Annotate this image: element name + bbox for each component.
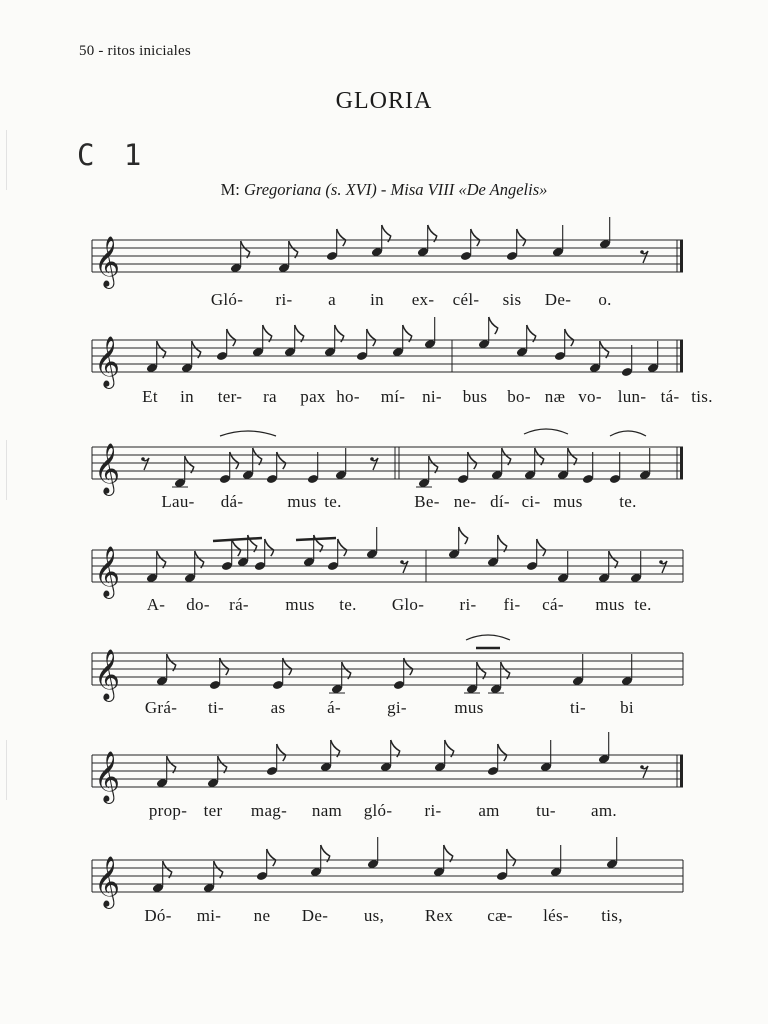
lyric-syllable: ri-: [275, 290, 293, 309]
lyric-syllable: am.: [591, 801, 617, 820]
lyric-syllable: Gló-: [210, 290, 244, 309]
lyric-syllable: tis,: [601, 906, 623, 925]
lyric-syllable: ter-: [217, 387, 243, 406]
note-flag: [444, 845, 453, 862]
eighth-rest-dot: [640, 765, 644, 769]
lyric-syllable: mi-: [196, 906, 222, 925]
lyric-syllable: bus: [462, 387, 488, 406]
lyric-syllable: mus: [287, 492, 317, 511]
note-flag: [517, 229, 526, 246]
lyric-syllable: ri-: [424, 801, 442, 820]
lyric-syllable: bo-: [507, 387, 531, 406]
note-flag: [214, 861, 223, 878]
treble-clef-icon: 𝄞: [94, 546, 121, 597]
lyric-syllable: Grá-: [144, 698, 178, 717]
note-flag: [321, 845, 330, 862]
note-flag: [277, 744, 286, 761]
note-flag: [498, 535, 507, 552]
lyric-syllable: De-: [544, 290, 572, 309]
treble-clef-icon: 𝄞: [94, 443, 121, 494]
note-flag: [403, 325, 412, 342]
note-flag: [218, 756, 227, 773]
lyrics-line: [0, 698, 768, 722]
lyric-syllable: mus: [285, 595, 315, 614]
lyric-syllable: vo-: [578, 387, 602, 406]
note-flag: [367, 329, 376, 346]
note-flag: [429, 456, 438, 473]
source-composer: Gregoriana (s. XVI): [244, 180, 377, 199]
beam: [296, 538, 336, 540]
note-flag: [565, 329, 574, 346]
treble-clef-icon: 𝄞: [94, 236, 121, 287]
note-flag: [241, 241, 250, 258]
lyrics-line: [0, 906, 768, 930]
lyric-syllable: ni-: [422, 387, 442, 406]
note-flag: [337, 229, 346, 246]
note-flag: [568, 448, 577, 465]
lyric-syllable: te.: [634, 595, 652, 614]
lyric-syllable: do-: [186, 595, 210, 614]
note-flag: [527, 325, 536, 342]
lyric-syllable: á-: [327, 698, 341, 717]
note-flag: [501, 662, 510, 679]
lyric-syllable: ho-: [336, 387, 360, 406]
note-flag: [295, 325, 304, 342]
lyric-syllable: rá-: [229, 595, 249, 614]
page-title: GLORIA: [335, 88, 433, 114]
lyric-syllable: De-: [301, 906, 329, 925]
lyric-syllable: Lau-: [161, 492, 195, 511]
lyrics-line: [0, 801, 768, 825]
lyric-syllable: næ: [544, 387, 566, 406]
lyric-syllable: dá-: [220, 492, 244, 511]
note-flag: [335, 325, 344, 342]
note-flag: [267, 849, 276, 866]
lyric-syllable: ri-: [459, 595, 477, 614]
note-flag: [609, 551, 618, 568]
lyrics-line: [0, 387, 768, 411]
lyric-syllable: in: [370, 290, 384, 309]
lyric-syllable: as: [270, 698, 286, 717]
lyric-syllable: ci-: [521, 492, 541, 511]
lyric-syllable: mus: [553, 492, 583, 511]
note-flag: [157, 551, 166, 568]
lyric-syllable: Glo-: [391, 595, 425, 614]
treble-clef-icon: 𝄞: [94, 336, 121, 387]
lyric-syllable: te.: [619, 492, 637, 511]
lyric-syllable: te.: [339, 595, 357, 614]
note-flag: [498, 744, 507, 761]
lyric-syllable: mí-: [380, 387, 406, 406]
lyric-syllable: cél-: [452, 290, 480, 309]
note-flag: [167, 654, 176, 671]
lyric-syllable: bi: [620, 698, 634, 717]
slur: [610, 431, 646, 436]
lyric-syllable: mus: [454, 698, 484, 717]
slur: [466, 635, 510, 640]
lyrics-line: [0, 492, 768, 516]
note-flag: [507, 849, 516, 866]
treble-clef-icon: 𝄞: [94, 751, 121, 802]
note-flag: [502, 448, 511, 465]
treble-clef-icon: 𝄞: [94, 856, 121, 907]
note-flag: [192, 341, 201, 358]
lyric-syllable: us,: [363, 906, 385, 925]
lyric-syllable: nam: [311, 801, 343, 820]
lyric-syllable: ex-: [411, 290, 435, 309]
eighth-rest-dot: [141, 457, 145, 461]
note-flag: [253, 448, 262, 465]
note-flag: [331, 740, 340, 757]
lyric-syllable: te.: [324, 492, 342, 511]
note-flag: [265, 539, 274, 556]
lyric-syllable: fi-: [503, 595, 521, 614]
lyric-syllable: lés-: [543, 906, 569, 925]
lyric-syllable: in: [180, 387, 194, 406]
lyric-syllable: Be-: [414, 492, 440, 511]
note-flag: [227, 329, 236, 346]
slur: [220, 431, 276, 436]
note-flag: [157, 341, 166, 358]
lyric-syllable: mag-: [250, 801, 288, 820]
lyric-syllable: a: [328, 290, 336, 309]
eighth-rest-dot: [659, 560, 663, 564]
note-flag: [195, 551, 204, 568]
lyric-syllable: o.: [598, 290, 612, 309]
lyric-syllable: cæ-: [487, 906, 513, 925]
lyrics-line: [0, 290, 768, 314]
note-flag: [232, 539, 241, 556]
note-flag: [342, 662, 351, 679]
eighth-rest-dot: [370, 457, 374, 461]
lyric-syllable: Dó-: [144, 906, 172, 925]
lyric-syllable: ti-: [569, 698, 587, 717]
note-flag: [163, 861, 172, 878]
lyric-syllable: gló-: [363, 801, 393, 820]
treble-clef-icon: 𝄞: [94, 649, 121, 700]
lyric-syllable: tá-: [660, 387, 680, 406]
beam: [213, 538, 262, 541]
lyric-syllable: ter: [203, 801, 223, 820]
note-flag: [289, 241, 298, 258]
note-flag: [489, 317, 498, 334]
lyric-syllable: sis: [502, 290, 522, 309]
page-header: 50 - ritos iniciales: [79, 43, 191, 59]
lyric-syllable: Et: [142, 387, 158, 406]
lyric-syllable: dí-: [490, 492, 510, 511]
note-flag: [338, 539, 347, 556]
note-flag: [459, 527, 468, 544]
lyric-syllable: prop-: [148, 801, 188, 820]
slur: [524, 429, 568, 434]
lyric-syllable: cá-: [542, 595, 564, 614]
note-flag: [477, 662, 486, 679]
lyric-syllable: gi-: [387, 698, 407, 717]
note-flag: [185, 456, 194, 473]
source-separator: -: [376, 180, 391, 199]
note-flag: [167, 756, 176, 773]
eighth-rest-dot: [640, 250, 644, 254]
lyric-syllable: Rex: [424, 906, 454, 925]
lyric-syllable: tis.: [691, 387, 713, 406]
note-flag: [391, 740, 400, 757]
note-flag: [382, 225, 391, 242]
lyric-syllable: mus: [595, 595, 625, 614]
note-flag: [535, 448, 544, 465]
lyric-syllable: ra: [263, 387, 277, 406]
lyric-syllable: lun-: [617, 387, 647, 406]
lyrics-line: [0, 595, 768, 619]
lyric-syllable: am: [478, 801, 500, 820]
note-flag: [537, 539, 546, 556]
note-flag: [471, 229, 480, 246]
lyric-syllable: ne-: [453, 492, 477, 511]
note-flag: [445, 740, 454, 757]
note-flag: [428, 225, 437, 242]
lyric-syllable: ti-: [207, 698, 225, 717]
lyric-syllable: tu-: [536, 801, 556, 820]
note-flag: [263, 325, 272, 342]
note-flag: [600, 341, 609, 358]
hymn-code: C 1: [77, 138, 148, 172]
source-mass: Misa VIII «De Angelis»: [390, 180, 548, 199]
lyric-syllable: ne: [253, 906, 271, 925]
eighth-rest-dot: [400, 560, 404, 564]
lyric-syllable: A-: [146, 595, 166, 614]
source-prefix: M:: [220, 180, 244, 199]
lyric-syllable: pax: [300, 387, 326, 406]
